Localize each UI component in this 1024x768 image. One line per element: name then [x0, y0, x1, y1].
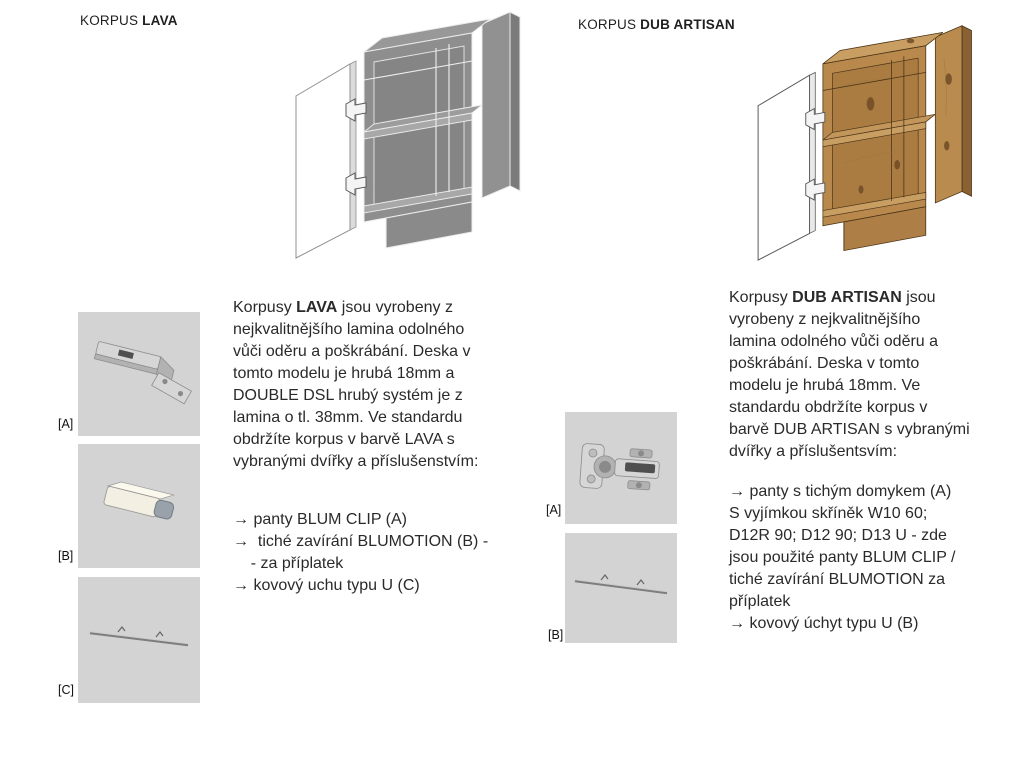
text-line: dvířky a příslušentsvím: — [729, 443, 898, 460]
text-line: vybranými dvířky a příslušenstvím: — [233, 453, 479, 470]
blumotion-damper-image — [78, 444, 200, 568]
item-label-a: [A] — [58, 417, 74, 431]
list-line: jsou použité panty BLUM CLIP / — [729, 549, 956, 566]
item-label-c: [C] — [58, 683, 74, 697]
text-line: lamina o tl. 38mm. Ve standardu — [233, 409, 463, 426]
blum-clip-hinge-image — [78, 312, 200, 436]
soft-close-hinge-image — [565, 412, 677, 524]
list-line: S vyjímkou skříněk W10 60; — [729, 505, 928, 522]
cabinet-lava-illustration — [286, 6, 522, 260]
product-photo-box-c — [78, 577, 200, 703]
u-handle-image — [565, 533, 677, 643]
dub-artisan-accessories-list — [729, 481, 1001, 635]
text-line: lamina odolného vůči oděru a — [729, 333, 939, 350]
product-photo-box-b — [565, 533, 677, 643]
lava-description — [233, 297, 533, 597]
list-line: → kovový uchu typu U (C) — [233, 577, 420, 594]
text-line: obdržíte korpus v barvě LAVA s — [233, 431, 455, 448]
text-segment: Korpusy — [233, 299, 297, 316]
text-line: standardu obdržíte korpus v — [729, 399, 928, 416]
list-line: → panty BLUM CLIP (A) — [233, 511, 407, 528]
text-line: poškrábání. Deska v tomto — [729, 355, 920, 372]
lava-accessories-list — [233, 509, 533, 597]
list-line: D12R 90; D12 90; D13 U - zde — [729, 527, 947, 544]
item-label-a: [A] — [546, 503, 562, 517]
item-label-b: [B] — [58, 549, 74, 563]
text-segment: jsou vyrobeny z — [337, 299, 453, 316]
list-line: → kovový úchyt typu U (B) — [729, 615, 919, 632]
korpus-lava-title — [80, 13, 178, 28]
list-line: → panty s tichým domykem (A) — [729, 483, 952, 500]
dub-artisan-description — [729, 287, 1001, 635]
product-photo-box-a — [565, 412, 677, 524]
text-line: DOUBLE DSL hrubý systém je z — [233, 387, 463, 404]
title-emphasis: LAVA — [142, 13, 178, 28]
text-segment: jsou — [901, 289, 936, 306]
text-line: barvě DUB ARTISAN s vybranými — [729, 421, 970, 438]
u-handle-image — [78, 577, 200, 703]
product-photo-box-b — [78, 444, 200, 568]
text-line: vyrobeny z nejkvalitnějšího — [729, 311, 921, 328]
text-line: tomto modelu je hrubá 18mm a — [233, 365, 455, 382]
korpus-dub-artisan-title — [578, 17, 735, 32]
list-line: → tiché zavírání BLUMOTION (B) - — [233, 533, 489, 550]
list-line: příplatek — [729, 593, 791, 610]
cabinet-dub-artisan-illustration — [742, 20, 980, 262]
text-line — [233, 297, 533, 319]
text-line: modelu je hrubá 18mm. Ve — [729, 377, 921, 394]
list-line: tiché zavírání BLUMOTION za — [729, 571, 946, 588]
text-segment: Korpusy — [729, 289, 793, 306]
text-line — [729, 287, 1001, 309]
title-prefix: KORPUS — [80, 13, 143, 28]
text-line: vůči oděru a poškrábání. Deska v — [233, 343, 471, 360]
text-segment-bold: DUB ARTISAN — [792, 289, 902, 306]
item-label-b: [B] — [548, 628, 564, 642]
text-line: nejkvalitnějšího lamina odolného — [233, 321, 465, 338]
title-emphasis: DUB ARTISAN — [640, 17, 735, 32]
title-prefix: KORPUS — [578, 17, 641, 32]
text-segment-bold: LAVA — [296, 299, 338, 316]
product-photo-box-a — [78, 312, 200, 436]
list-line: - za příplatek — [233, 555, 344, 572]
